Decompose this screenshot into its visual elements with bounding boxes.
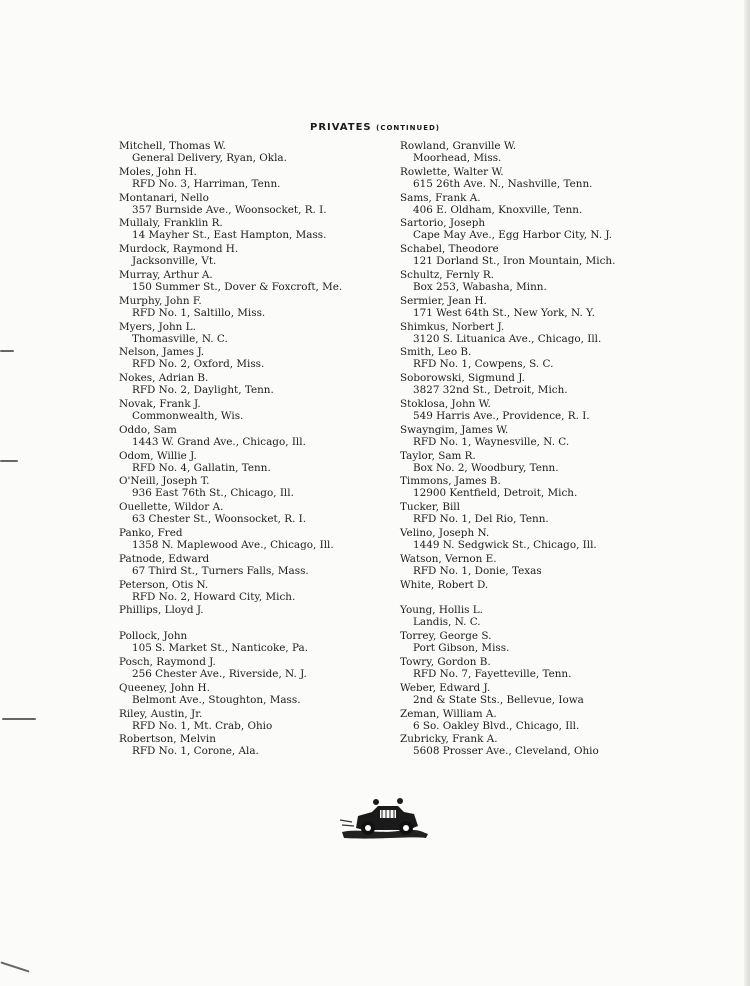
entry-address: Belmont Ave., Stoughton, Mass.	[132, 693, 301, 706]
entry-name: Weber, Edward J.	[400, 681, 491, 694]
roster-entry	[400, 140, 660, 166]
roster-entry	[119, 269, 389, 295]
entry-name: Queeney, John H.	[119, 681, 210, 694]
entry-name: Young, Hollis L.	[400, 604, 483, 617]
roster-entry	[119, 501, 389, 527]
entry-name: Mitchell, Thomas W.	[119, 140, 226, 152]
entry-name: Murray, Arthur A.	[119, 268, 213, 281]
roster-entry	[119, 217, 389, 243]
entry-address: 12900 Kentfield, Detroit, Mich.	[413, 487, 578, 500]
margin-mark	[0, 350, 14, 352]
entry-address: 105 S. Market St., Nanticoke, Pa.	[132, 642, 309, 655]
entry-name: Nokes, Adrian B.	[119, 372, 209, 385]
roster-entry	[400, 708, 660, 734]
entry-name: Murphy, John F.	[119, 294, 202, 307]
roster-entry	[119, 604, 389, 630]
roster-entry	[400, 733, 660, 759]
roster-entry	[400, 192, 660, 218]
entry-name: Torrey, George S.	[400, 630, 492, 643]
entry-address: Jacksonville, Vt.	[132, 255, 217, 268]
entry-address: RFD No. 7, Fayetteville, Tenn.	[413, 667, 572, 680]
roster-entry	[400, 346, 660, 372]
entry-name: Smith, Leo B.	[400, 346, 472, 359]
entry-name: Sermier, Jean H.	[400, 294, 487, 307]
margin-mark	[0, 961, 29, 972]
entry-address: Landis, N. C.	[413, 616, 481, 629]
entry-name: Odom, Willie J.	[119, 449, 197, 462]
entry-name: Velino, Joseph N.	[400, 526, 490, 539]
entry-address: RFD No. 1, Corone, Ala.	[132, 745, 259, 758]
entry-name: Towry, Gordon B.	[400, 655, 491, 668]
roster-entry	[400, 475, 660, 501]
entry-name: Sartorio, Joseph	[400, 217, 486, 230]
entry-address: 3120 S. Lituanica Ave., Chicago, Ill.	[413, 332, 602, 345]
entry-address: Port Gibson, Miss.	[413, 642, 510, 655]
roster-entry	[400, 682, 660, 708]
roster-entry	[119, 346, 389, 372]
roster-entry	[119, 733, 389, 759]
entry-name: Zeman, William A.	[400, 707, 497, 720]
roster-entry	[119, 527, 389, 553]
entry-address: RFD No. 1, Del Rio, Tenn.	[413, 513, 549, 526]
entry-name: Schultz, Fernly R.	[400, 268, 494, 281]
entry-name: Moles, John H.	[119, 165, 197, 178]
roster-entry	[400, 579, 660, 605]
roster-entry	[400, 398, 660, 424]
roster-entry	[400, 527, 660, 553]
roster-entry	[400, 217, 660, 243]
entry-name: Rowlette, Walter W.	[400, 165, 504, 178]
entry-address: 121 Dorland St., Iron Mountain, Mich.	[413, 255, 616, 268]
roster-entry	[119, 192, 389, 218]
section-subtitle: (CONTINUED)	[376, 124, 440, 132]
roster-entry	[119, 450, 389, 476]
entry-name: Montanari, Nello	[119, 191, 209, 204]
entry-address: 406 E. Oldham, Knoxville, Tenn.	[413, 203, 583, 216]
entry-name: Riley, Austin, Jr.	[119, 707, 203, 720]
roster-entry	[400, 424, 660, 450]
page-edge-shadow	[744, 0, 750, 986]
entry-address: 1449 N. Sedgwick St., Chicago, Ill.	[413, 538, 597, 551]
roster-entry	[400, 269, 660, 295]
roster-entry	[400, 295, 660, 321]
roster-entry	[119, 475, 389, 501]
entry-name: Ouellette, Wildor A.	[119, 501, 224, 514]
entry-address: 1443 W. Grand Ave., Chicago, Ill.	[132, 435, 306, 448]
entry-name: Schabel, Theodore	[400, 243, 499, 256]
entry-address: 256 Chester Ave., Riverside, N. J.	[132, 667, 307, 680]
entry-address: 171 West 64th St., New York, N. Y.	[413, 306, 595, 319]
entry-address: Box 253, Wabasha, Minn.	[413, 280, 547, 293]
entry-name: Rowland, Granville W.	[400, 140, 517, 152]
entry-name: White, Robert D.	[400, 578, 489, 591]
entry-address: RFD No. 1, Cowpens, S. C.	[413, 358, 554, 371]
roster-entry	[119, 553, 389, 579]
entry-address: 615 26th Ave. N., Nashville, Tenn.	[413, 177, 593, 190]
roster-entry	[119, 424, 389, 450]
right-column	[400, 140, 660, 759]
entry-address: RFD No. 4, Gallatin, Tenn.	[132, 461, 271, 474]
entry-name: Patnode, Edward	[119, 552, 210, 565]
entry-address: Moorhead, Miss.	[413, 152, 502, 164]
margin-mark	[2, 718, 36, 720]
section-title: PRIVATES	[310, 122, 372, 133]
roster-entry	[119, 321, 389, 347]
roster-entry	[119, 243, 389, 269]
entry-name: Tucker, Bill	[400, 501, 460, 514]
entry-address: 3827 32nd St., Detroit, Mich.	[413, 384, 568, 397]
roster-entry	[119, 656, 389, 682]
roster-entry	[119, 708, 389, 734]
roster-entry	[119, 398, 389, 424]
roster-entry	[119, 372, 389, 398]
entry-address: RFD No. 3, Harriman, Tenn.	[132, 177, 281, 190]
entry-name: Sams, Frank A.	[400, 191, 481, 204]
entry-name: Nelson, James J.	[119, 346, 205, 359]
roster-entry	[119, 295, 389, 321]
entry-name: Novak, Frank J.	[119, 397, 201, 410]
entry-name: Panko, Fred	[119, 526, 183, 539]
roster-entry	[400, 243, 660, 269]
margin-mark	[0, 460, 18, 462]
entry-address: 936 East 76th St., Chicago, Ill.	[132, 487, 294, 500]
roster-entry	[400, 630, 660, 656]
left-column	[119, 140, 389, 759]
roster-entry	[119, 630, 389, 656]
entry-name: O'Neill, Joseph T.	[119, 475, 210, 488]
roster-entry	[119, 682, 389, 708]
entry-address: Commonwealth, Wis.	[132, 409, 244, 422]
entry-name: Oddo, Sam	[119, 423, 177, 436]
entry-address: 6 So. Oakley Blvd., Chicago, Ill.	[413, 719, 580, 732]
entry-address: 357 Burnside Ave., Woonsocket, R. I.	[132, 203, 327, 216]
jeep-emblem-icon	[338, 798, 430, 844]
roster-entry	[119, 140, 389, 166]
section-heading	[0, 122, 750, 133]
roster-entry	[400, 656, 660, 682]
entry-address: RFD No. 1, Donie, Texas	[413, 564, 542, 577]
roster-entry	[400, 553, 660, 579]
roster-entry	[400, 321, 660, 347]
entry-address: RFD No. 2, Daylight, Tenn.	[132, 384, 274, 397]
roster-entry	[400, 166, 660, 192]
entry-address: Thomasville, N. C.	[132, 332, 228, 345]
entry-address: 549 Harris Ave., Providence, R. I.	[413, 409, 590, 422]
entry-name: Swayngim, James W.	[400, 423, 509, 436]
entry-address: 1358 N. Maplewood Ave., Chicago, Ill.	[132, 538, 334, 551]
entry-address: 150 Summer St., Dover & Foxcroft, Me.	[132, 280, 343, 293]
entry-name: Zubricky, Frank A.	[400, 733, 498, 746]
entry-name: Mullaly, Franklin R.	[119, 217, 223, 230]
entry-name: Phillips, Lloyd J.	[119, 604, 204, 617]
entry-address: Cape May Ave., Egg Harbor City, N. J.	[413, 229, 613, 242]
entry-address: 2nd & State Sts., Bellevue, Iowa	[413, 693, 584, 706]
entry-name: Myers, John L.	[119, 320, 196, 333]
entry-name: Murdock, Raymond H.	[119, 243, 239, 256]
roster-entry	[400, 372, 660, 398]
entry-address: RFD No. 1, Mt. Crab, Ohio	[132, 719, 273, 732]
roster-entry	[400, 604, 660, 630]
entry-name: Timmons, James B.	[400, 475, 501, 488]
entry-name: Stoklosa, John W.	[400, 397, 491, 410]
roster-entry	[400, 450, 660, 476]
entry-address: General Delivery, Ryan, Okla.	[132, 152, 287, 164]
roster-entry	[119, 579, 389, 605]
entry-address: RFD No. 2, Oxford, Miss.	[132, 358, 265, 371]
entry-address: 5608 Prosser Ave., Cleveland, Ohio	[413, 745, 599, 758]
entry-name: Shimkus, Norbert J.	[400, 320, 505, 333]
entry-address: RFD No. 2, Howard City, Mich.	[132, 590, 296, 603]
entry-name: Taylor, Sam R.	[400, 449, 476, 462]
entry-name: Posch, Raymond J.	[119, 655, 216, 668]
entry-address: 14 Mayher St., East Hampton, Mass.	[132, 229, 327, 242]
entry-address: RFD No. 1, Saltillo, Miss.	[132, 306, 266, 319]
entry-address: 67 Third St., Turners Falls, Mass.	[132, 564, 309, 577]
entry-address: Box No. 2, Woodbury, Tenn.	[413, 461, 559, 474]
entry-address: 63 Chester St., Woonsocket, R. I.	[132, 513, 307, 526]
roster-entry	[400, 501, 660, 527]
entry-name: Watson, Vernon E.	[400, 552, 497, 565]
entry-address: RFD No. 1, Waynesville, N. C.	[413, 435, 570, 448]
entry-name: Robertson, Melvin	[119, 733, 216, 746]
entry-name: Peterson, Otis N.	[119, 578, 209, 591]
roster-entry	[119, 166, 389, 192]
entry-name: Pollock, John	[119, 630, 188, 643]
entry-name: Soborowski, Sigmund J.	[400, 372, 525, 385]
